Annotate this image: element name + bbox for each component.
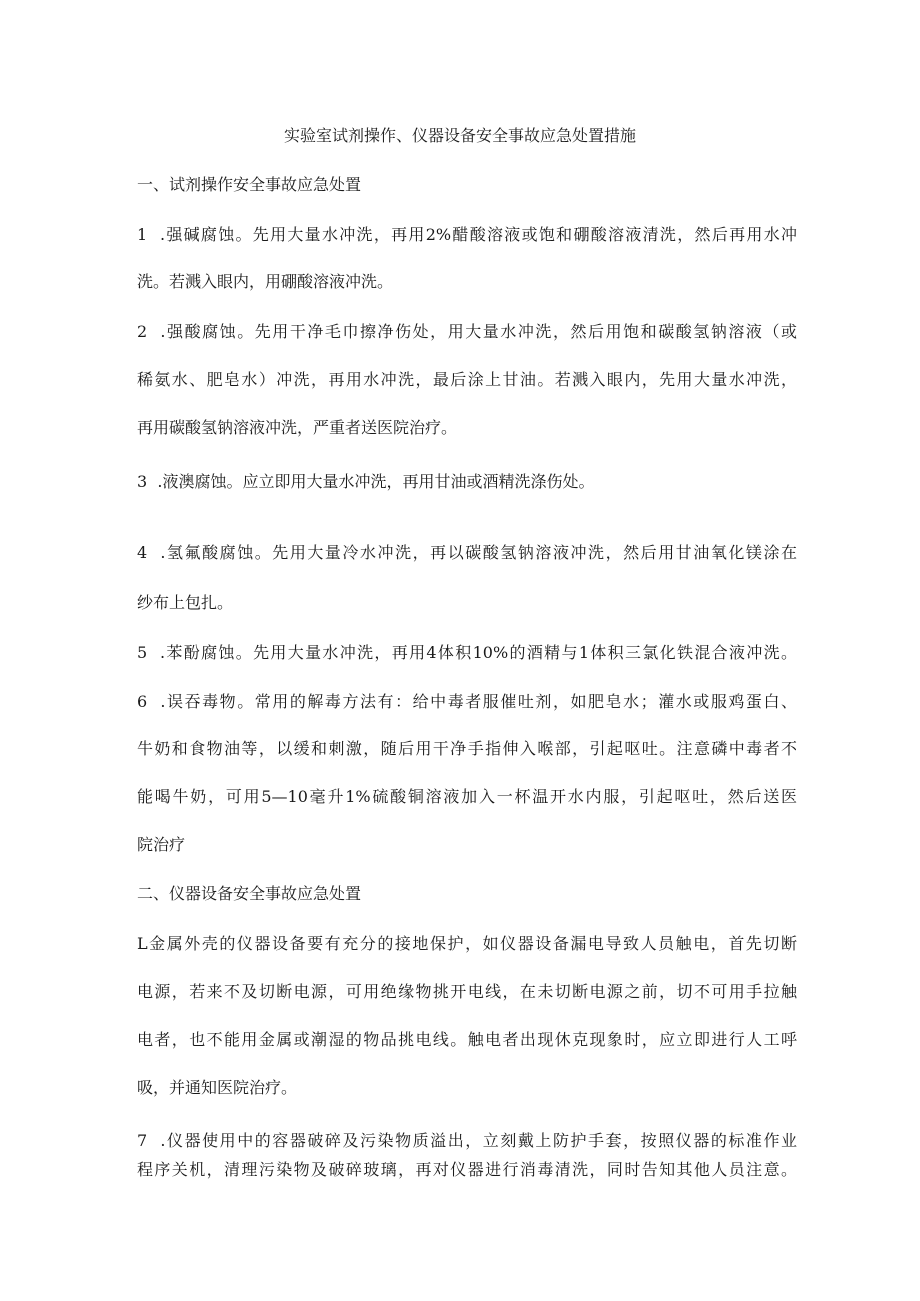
- item-2-line-1: 2 .强酸腐蚀。先用干净毛巾擦净伤处，用大量水冲洗，然后用饱和碳酸氢钠溶液（或: [137, 322, 797, 341]
- item-4-line-1: 4 .氢氟酸腐蚀。先用大量冷水冲洗，再以碳酸氢钠溶液冲洗，然后用甘油氧化镁涂在: [137, 543, 797, 562]
- section-heading-equipment: 二、仪器设备安全事故应急处置: [137, 884, 362, 903]
- item-2-line-3: 再用碳酸氢钠溶液冲洗，严重者送医院治疗。: [137, 418, 458, 437]
- item-l-line-3: 电者，也不能用金属或潮湿的物品挑电线。触电者出现休克现象时，应立即进行人工呼: [137, 1030, 797, 1049]
- item-l-line-1: L金属外壳的仪器设备要有充分的接地保护，如仪器设备漏电导致人员触电，首先切断: [137, 934, 797, 953]
- section-heading-reagent: 一、试剂操作安全事故应急处置: [137, 175, 362, 194]
- item-7-line-1: 7 .仪器使用中的容器破碎及污染物质溢出，立刻戴上防护手套，按照仪器的标准作业: [137, 1131, 797, 1150]
- item-1-line-1: 1 .强碱腐蚀。先用大量水冲洗，再用2%醋酸溶液或饱和硼酸溶液清洗，然后再用水冲: [137, 225, 797, 244]
- item-6-line-2: 牛奶和食物油等，以缓和刺激，随后用干净手指伸入喉部，引起呕吐。注意磷中毒者不: [137, 739, 797, 758]
- item-6-line-4: 院治疗: [137, 835, 186, 854]
- document-title: 实验室试剂操作、仪器设备安全事故应急处置措施: [283, 126, 636, 145]
- item-1-line-2: 洗。若溅入眼内，用硼酸溶液冲洗。: [137, 272, 394, 291]
- item-2-line-2: 稀氨水、肥皂水）冲洗，再用水冲洗，最后涂上甘油。若溅入眼内，先用大量水冲洗，: [137, 370, 797, 389]
- item-5-line-1: 5 .苯酚腐蚀。先用大量水冲洗，再用4体积10%的酒精与1体积三氯化铁混合液冲洗。: [137, 643, 797, 662]
- item-4-line-2: 纱布上包扎。: [137, 593, 234, 612]
- item-6-line-3: 能喝牛奶，可用5—10毫升1%硫酸铜溶液加入一杯温开水内服，引起呕吐，然后送医: [137, 787, 797, 806]
- item-3-line-1: 3 .液澳腐蚀。应立即用大量水冲洗，再用甘油或酒精洗涤伤处。: [137, 472, 595, 491]
- item-l-line-2: 电源，若来不及切断电源，可用绝缘物挑开电线，在未切断电源之前，切不可用手拉触: [137, 982, 797, 1001]
- item-l-line-4: 吸，并通知医院治疗。: [137, 1078, 298, 1097]
- item-6-line-1: 6 .误吞毒物。常用的解毒方法有：给中毒者服催吐剂，如肥皂水；灌水或服鸡蛋白、: [137, 692, 797, 711]
- item-7-line-2: 程序关机，清理污染物及破碎玻璃，再对仪器进行消毒清洗，同时告知其他人员注意。: [137, 1160, 797, 1179]
